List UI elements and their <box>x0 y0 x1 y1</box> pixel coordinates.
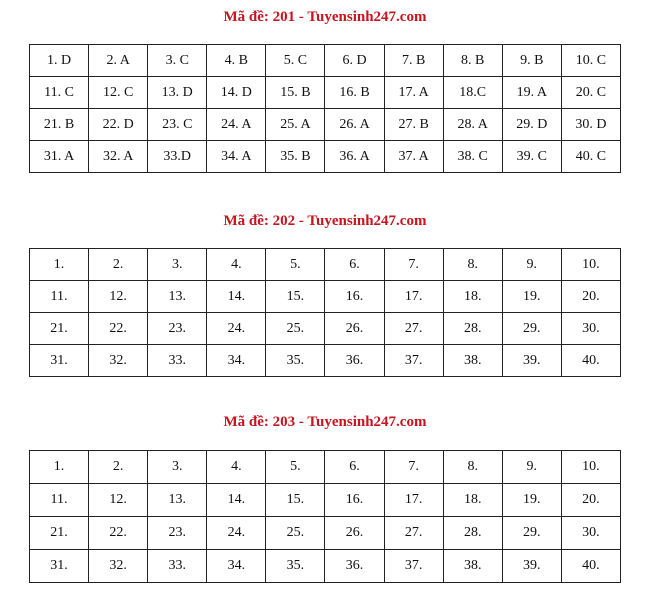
answer-cell: 28. A <box>443 109 502 141</box>
answer-cell: 3. C <box>148 45 207 77</box>
answer-cell: 21. <box>30 313 89 345</box>
table-row <box>30 77 621 109</box>
answer-cell: 26. <box>325 313 384 345</box>
answer-cell: 40. C <box>561 141 620 173</box>
answer-cell: 30. <box>561 313 620 345</box>
answer-cell: 15. <box>266 484 325 517</box>
answer-cell: 11. <box>30 484 89 517</box>
table-row <box>30 484 621 517</box>
answer-cell: 39. C <box>502 141 561 173</box>
answer-cell: 19. <box>502 281 561 313</box>
answer-cell: 8. B <box>443 45 502 77</box>
answer-cell: 5. C <box>266 45 325 77</box>
table-row <box>30 141 621 173</box>
table-row <box>30 109 621 141</box>
answer-cell: 8. <box>443 451 502 484</box>
answer-cell: 33. <box>148 345 207 377</box>
answer-cell: 36. A <box>325 141 384 173</box>
answer-cell: 26. <box>325 517 384 550</box>
answer-cell: 30. D <box>561 109 620 141</box>
answer-cell: 15. <box>266 281 325 313</box>
answer-cell: 1. <box>30 249 89 281</box>
answer-cell: 4. <box>207 249 266 281</box>
answer-cell: 1. D <box>30 45 89 77</box>
answer-cell: 13. <box>148 484 207 517</box>
table-row <box>30 451 621 484</box>
answer-cell: 36. <box>325 550 384 583</box>
answer-cell: 18. <box>443 484 502 517</box>
answer-cell: 31. <box>30 550 89 583</box>
answer-cell: 31. <box>30 345 89 377</box>
answer-cell: 35. <box>266 550 325 583</box>
answer-cell: 17. <box>384 281 443 313</box>
answer-cell: 31. A <box>30 141 89 173</box>
answer-cell: 33.D <box>148 141 207 173</box>
answer-cell: 5. <box>266 451 325 484</box>
answer-cell: 2. <box>89 451 148 484</box>
answer-cell: 19. A <box>502 77 561 109</box>
table-row <box>30 550 621 583</box>
answer-cell: 3. <box>148 249 207 281</box>
answer-cell: 40. <box>561 345 620 377</box>
answer-cell: 26. A <box>325 109 384 141</box>
answer-cell: 22. <box>89 517 148 550</box>
answer-cell: 2. <box>89 249 148 281</box>
answer-cell: 9. B <box>502 45 561 77</box>
answer-cell: 16. <box>325 281 384 313</box>
answer-cell: 35. <box>266 345 325 377</box>
answer-cell: 20. <box>561 484 620 517</box>
answer-cell: 16. B <box>325 77 384 109</box>
answer-cell: 38. <box>443 550 502 583</box>
answer-cell: 2. A <box>89 45 148 77</box>
answer-cell: 23. <box>148 517 207 550</box>
table-row <box>30 517 621 550</box>
answer-cell: 29. <box>502 313 561 345</box>
answer-cell: 27. <box>384 517 443 550</box>
answer-cell: 37. <box>384 550 443 583</box>
answer-cell: 7. <box>384 249 443 281</box>
answer-cell: 40. <box>561 550 620 583</box>
answer-cell: 12. <box>89 484 148 517</box>
table-row <box>30 45 621 77</box>
table-row <box>30 249 621 281</box>
answer-cell: 13. D <box>148 77 207 109</box>
answer-cell: 38. C <box>443 141 502 173</box>
answer-cell: 15. B <box>266 77 325 109</box>
answer-cell: 7. B <box>384 45 443 77</box>
answer-cell: 17. <box>384 484 443 517</box>
answer-cell: 11. C <box>30 77 89 109</box>
answer-cell: 9. <box>502 249 561 281</box>
answer-cell: 17. A <box>384 77 443 109</box>
answer-cell: 25. A <box>266 109 325 141</box>
answer-cell: 19. <box>502 484 561 517</box>
answer-cell: 25. <box>266 313 325 345</box>
answer-cell: 25. <box>266 517 325 550</box>
answer-cell: 24. A <box>207 109 266 141</box>
answer-cell: 34. A <box>207 141 266 173</box>
answer-cell: 21. B <box>30 109 89 141</box>
answer-cell: 22. <box>89 313 148 345</box>
answer-cell: 32. <box>89 345 148 377</box>
answer-table-203 <box>29 450 621 583</box>
answer-cell: 29. D <box>502 109 561 141</box>
section-title-201: Mã đề: 201 - Tuyensinh247.com <box>223 9 427 25</box>
answer-cell: 34. <box>207 550 266 583</box>
section-title-203: Mã đề: 203 - Tuyensinh247.com <box>223 414 427 430</box>
answer-table-201 <box>29 44 621 173</box>
answer-cell: 34. <box>207 345 266 377</box>
table-row <box>30 281 621 313</box>
answer-cell: 13. <box>148 281 207 313</box>
answer-cell: 37. A <box>384 141 443 173</box>
answer-cell: 20. C <box>561 77 620 109</box>
answer-cell: 12. C <box>89 77 148 109</box>
answer-cell: 11. <box>30 281 89 313</box>
section-title-202: Mã đề: 202 - Tuyensinh247.com <box>223 213 427 229</box>
answer-cell: 18.C <box>443 77 502 109</box>
answer-cell: 18. <box>443 281 502 313</box>
answer-cell: 24. <box>207 517 266 550</box>
answer-cell: 29. <box>502 517 561 550</box>
answer-cell: 23. C <box>148 109 207 141</box>
answer-cell: 10. <box>561 249 620 281</box>
answer-cell: 9. <box>502 451 561 484</box>
answer-cell: 33. <box>148 550 207 583</box>
answer-cell: 8. <box>443 249 502 281</box>
answer-cell: 39. <box>502 550 561 583</box>
answer-cell: 10. C <box>561 45 620 77</box>
answer-cell: 36. <box>325 345 384 377</box>
answer-cell: 7. <box>384 451 443 484</box>
answer-cell: 5. <box>266 249 325 281</box>
answer-table-202 <box>29 248 621 377</box>
answer-cell: 16. <box>325 484 384 517</box>
answer-cell: 30. <box>561 517 620 550</box>
answer-cell: 6. <box>325 451 384 484</box>
answer-cell: 32. <box>89 550 148 583</box>
answer-cell: 27. <box>384 313 443 345</box>
answer-cell: 14. D <box>207 77 266 109</box>
answer-cell: 27. B <box>384 109 443 141</box>
answer-cell: 12. <box>89 281 148 313</box>
answer-cell: 37. <box>384 345 443 377</box>
answer-cell: 20. <box>561 281 620 313</box>
answer-cell: 22. D <box>89 109 148 141</box>
answer-cell: 24. <box>207 313 266 345</box>
answer-cell: 32. A <box>89 141 148 173</box>
answer-cell: 1. <box>30 451 89 484</box>
answer-cell: 28. <box>443 313 502 345</box>
answer-cell: 14. <box>207 281 266 313</box>
answer-cell: 6. <box>325 249 384 281</box>
answer-cell: 21. <box>30 517 89 550</box>
answer-cell: 39. <box>502 345 561 377</box>
answer-cell: 4. <box>207 451 266 484</box>
answer-cell: 14. <box>207 484 266 517</box>
answer-cell: 23. <box>148 313 207 345</box>
answer-cell: 6. D <box>325 45 384 77</box>
answer-cell: 28. <box>443 517 502 550</box>
answer-cell: 38. <box>443 345 502 377</box>
answer-cell: 35. B <box>266 141 325 173</box>
table-row <box>30 313 621 345</box>
answer-cell: 3. <box>148 451 207 484</box>
table-row <box>30 345 621 377</box>
answer-cell: 4. B <box>207 45 266 77</box>
answer-cell: 10. <box>561 451 620 484</box>
